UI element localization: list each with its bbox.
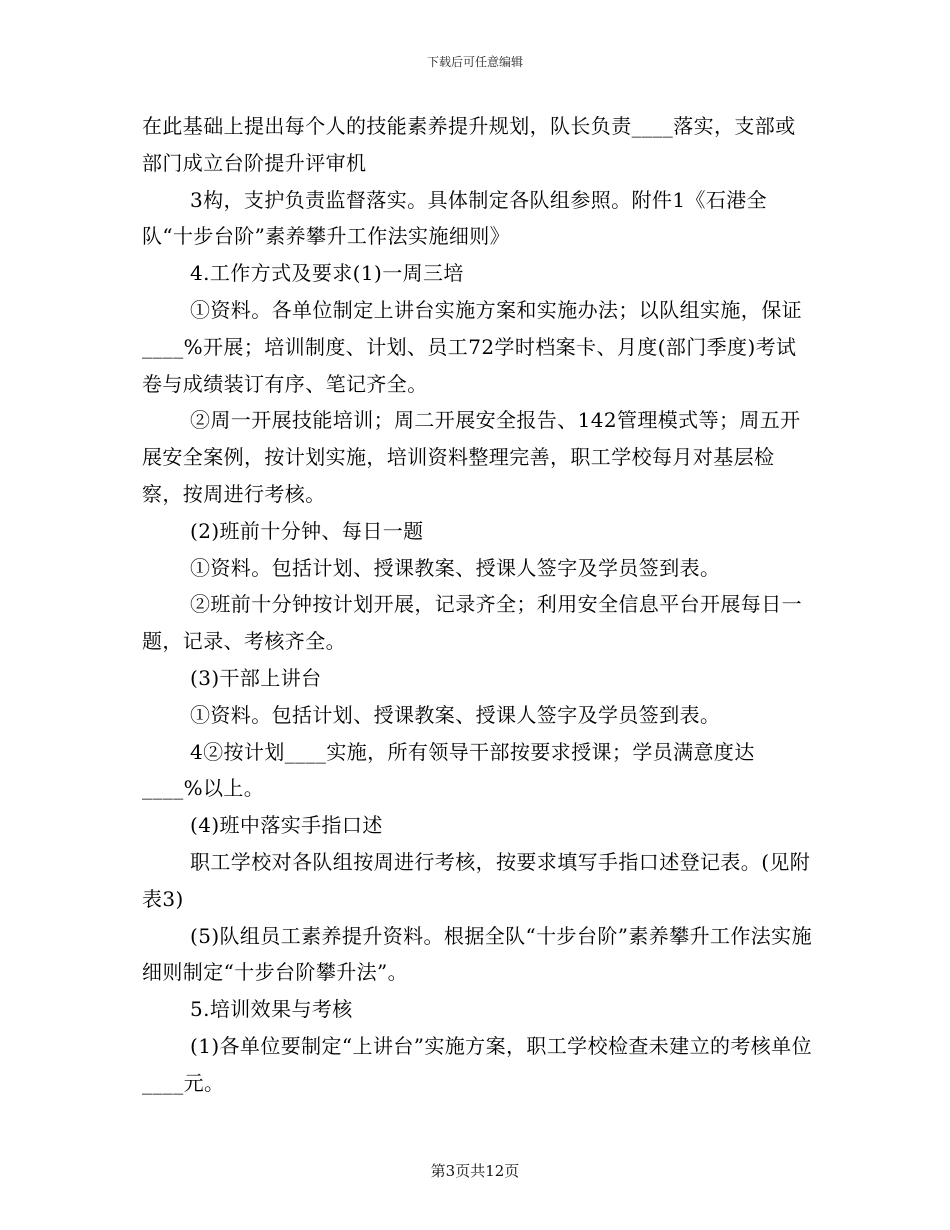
paragraph: (5)队组员工素养提升资料。根据全队“十步台阶”素养攀升工作法实施细则制定“十步台阶攀升法”。: [142, 923, 812, 985]
page-number: 第3页共12页: [430, 1162, 520, 1180]
document-body: [142, 108, 812, 1102]
subsection-heading: (4)班中落实手指口述: [190, 813, 383, 838]
paragraph: ②班前十分钟按计划开展，记录齐全；利用安全信息平台开展每日一题，记录、考核齐全。: [142, 592, 802, 654]
paragraph: (1)各单位要制定“上讲台”实施方案，职工学校检查未建立的考核单位____元。: [142, 1033, 812, 1095]
paragraph: ②周一开展技能培训；周二开展安全报告、142管理模式等；周五开展安全案例，按计划实施，培训资料整理完善，职工学校每月对基层检察，按周进行考核。: [142, 408, 801, 506]
paragraph: 3构，支护负责监督落实。具体制定各队组参照。附件1《石港全队“十步台阶”素养攀升工作法实施细则》: [142, 187, 768, 249]
paragraph: 4②按计划____实施，所有领导干部按要求授课；学员满意度达____%以上。: [142, 739, 755, 801]
section-heading: 5.培训效果与考核: [190, 997, 353, 1022]
paragraph: ①资料。各单位制定上讲台实施方案和实施办法；以队组实施，保证____%开展；培训制度、计划、员工72学时档案卡、月度(部门季度)考试卷与成绩装订有序、笔记齐全。: [142, 297, 802, 396]
section-heading: 4.工作方式及要求(1)一周三培: [190, 261, 464, 286]
page-header: 下载后可任意编辑: [426, 55, 523, 69]
paragraph: 职工学校对各队组按周进行考核，按要求填写手指口述登记表。(见附表3): [142, 849, 811, 911]
paragraph: ①资料。包括计划、授课教案、授课人签字及学员签到表。: [190, 555, 721, 580]
subsection-heading: (3)干部上讲台: [190, 665, 322, 690]
paragraph: ①资料。包括计划、授课教案、授课人签字及学员签到表。: [190, 702, 721, 727]
paragraph: 在此基础上提出每个人的技能素养提升规划，队长负责____落实，支部或部门成立台阶提升评审机: [142, 114, 796, 175]
subsection-heading: (2)班前十分钟、每日一题: [190, 518, 424, 543]
